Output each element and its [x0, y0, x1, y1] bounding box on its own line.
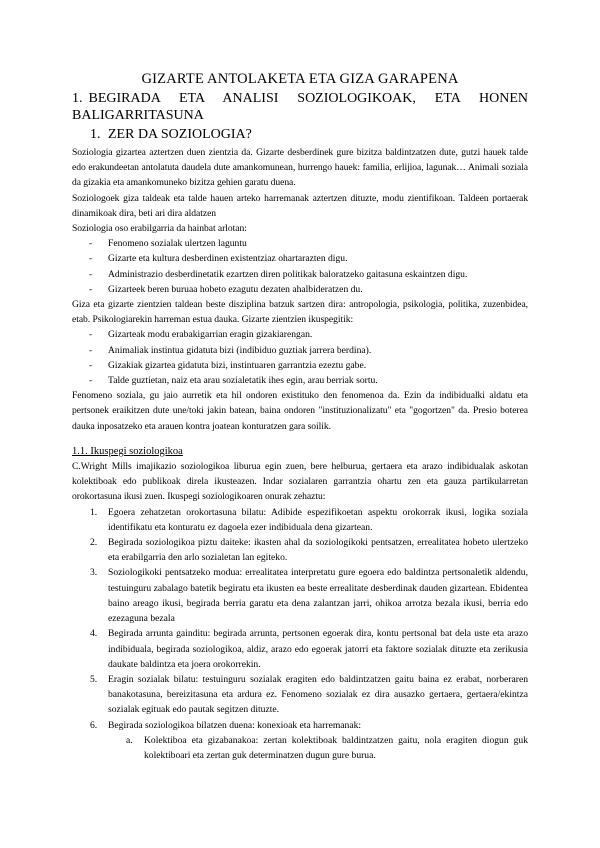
list-item: 5. Eragin sozialak bilatu: testuinguru sozialak eragiten edo baldintzatzen gaitu baina ez erabat, norberaren banakotasuna, bereizitasuna eta ardura ez. Fenomeno sozialak ez dira ausazko gertaera, gertaera/ekintza sozialak egituak edo pautak segitzen dituzte.: [90, 673, 528, 716]
document-page: [72, 70, 528, 763]
section-title: BEGIRADA ETA ANALISI SOZIOLOGIKOAK, ETA HONEN BALIGARRITASUNA: [72, 91, 528, 123]
benefits-list: [72, 505, 528, 733]
perspectives-list: [72, 327, 528, 388]
list-item: - Gizarteak modu erabakigarrian eragin gizakiarengan.: [89, 329, 313, 341]
list-item: 2. Begirada soziologikoa piztu daiteke: ikasten ahal da soziologikoki pentsatzen, errealitatea hobeto ulertzeko eta erabilgarria den arlo sozialetan lan egiteko.: [90, 537, 528, 564]
list-item: - Gizarte eta kultura desberdinen existentziaz ohartarazten digu.: [89, 253, 348, 265]
social-phenomenon-paragraph: Fenomeno soziala, gu jaio aurretik eta hil ondoren existituko den fenomenoa da. Ezin da indibidualki aldatu eta pertsonek eraikitzen dute une/toki jakin batean, baina ondoren "instituzionalizatu" eta "gogortzen" da. Presio boterea dauka inposatzeko eta arauen kontra joatean konturatzen gara soilik.: [72, 390, 528, 432]
list-item: - Administrazio desberdinetatik ezartzen diren politikak baloratzeko gaitasuna eskaintzen digu.: [89, 268, 468, 280]
list-item: - Talde guztietan, naiz eta arau sozialetatik ihes egin, arau berriak sortu.: [89, 375, 378, 387]
list-item: - Animaliak instintua gidatuta bizi (indibiduo guztiak jarrera berdina).: [89, 344, 372, 356]
list-item: - Fenomeno sozialak ulertzen laguntu: [89, 238, 247, 250]
perspectives-paragraph: Giza eta gizarte zientzien taldean beste disziplina batzuk sartzen dira: antropologia, psikologia, politika, zuzenbidea, etab. Psikologiarekin harreman estua dauka. Gizarte zientzien ikuspegitik:: [72, 299, 528, 326]
list-item: a. Kolektiboa eta gizabanakoa: zertan kolektiboak baldintzatzen gaitu, nola eragiten diogun guk kolektiboari eta zertan guk determinatzen dugun gure burua.: [126, 734, 528, 761]
document-title: GIZARTE ANTOLAKETA ETA GIZA GARAPENA: [141, 71, 459, 87]
intro-paragraph: Soziologoek giza taldeak eta talde hauen arteko harremanak aztertzen dituzte, modu zientifikoan. Taldeen portaerak dinamikoak dira, beti ari dira aldatzen: [72, 192, 528, 219]
subsection-1-1-heading: 1.1. Ikuspegi soziologikoa: [72, 445, 183, 457]
intro-paragraph: Soziologia oso erabilgarria da hainbat arlotan:: [72, 223, 247, 235]
section-number: 1.: [72, 91, 83, 106]
subsection-title: ZER DA SOZIOLOGIA?: [108, 127, 252, 142]
list-item: 4. Begirada arrunta gainditu: begirada arrunta, pertsonen egoerak dira, kontu pertsonal bat dela uste eta arazo indibiduala, begirada soziologikoa, aldiz, arazo edo egoerak jatorri eta faktore sozialak dituzte eta zerikusia daukate baldintza eta joera orokorrekin.: [90, 628, 528, 670]
list-item: 3. Soziologikoki pentsatzeko modua: errealitatea interpretatu gure egoera edo baldintza pertsonaletik aldendu, testuinguru zabalago batetik begiratu eta ikusten ea beste errealitate desberdinak dauden gizartean. Ebidentea baino areago ikusi, begirada berria garatu eta dena zalantzan jarri, ohikoa arrotza bezala ikusi, berria edo ezezaguna bezala: [90, 567, 528, 625]
connections-list: [72, 733, 528, 763]
section-heading-1: [72, 90, 528, 124]
mills-paragraph: C.Wright Mills imajikazio soziologikoa liburua egin zuen, bere helburua, gertaera eta arazo indibidualak askotan kolektiboak edo publikoak direla ikusteazen. Indar sozialaren garrantzia ohartu zen eta gauza partikularretan orokortasuna ikusi zuen. Ikuspegi soziologikoaren onurak zehaztu:: [72, 461, 528, 503]
uses-list: [72, 236, 528, 297]
list-item: 1. Egoera zehatzetan orokortasuna bilatu: Adibide espezifikoetan aspektu orokorrak ikusi, logika soziala identifikatu eta konturatu ez dagoela ezer indibiduala dena gizartean.: [90, 506, 528, 533]
list-item: 6. Begirada soziologikoa bilatzen duena: konexioak eta harremanak:: [90, 719, 362, 731]
list-item: - Gizarteek beren buruaa hobeto ezagutu dezaten ahalbideratzen du.: [89, 283, 363, 295]
list-item: - Gizakiak gizartea gidatuta bizi, instintuaren garrantzia ezeztu gabe.: [89, 359, 367, 371]
subsection-heading: [90, 126, 528, 143]
subsection-number: 1.: [90, 127, 101, 142]
intro-paragraph: Soziologia gizartea aztertzen duen zientzia da. Gizarte desberdinek gure bizitza baldintzatzen dute, gutzi hauek talde edo erakundeetan antolatuta daudela dute amankomunean, hurrengo hauek: familia, erlijioa, lagunak… Animali soziala da gizakia eta amankomuneko bizitza gehien garatu duena.: [72, 147, 528, 189]
